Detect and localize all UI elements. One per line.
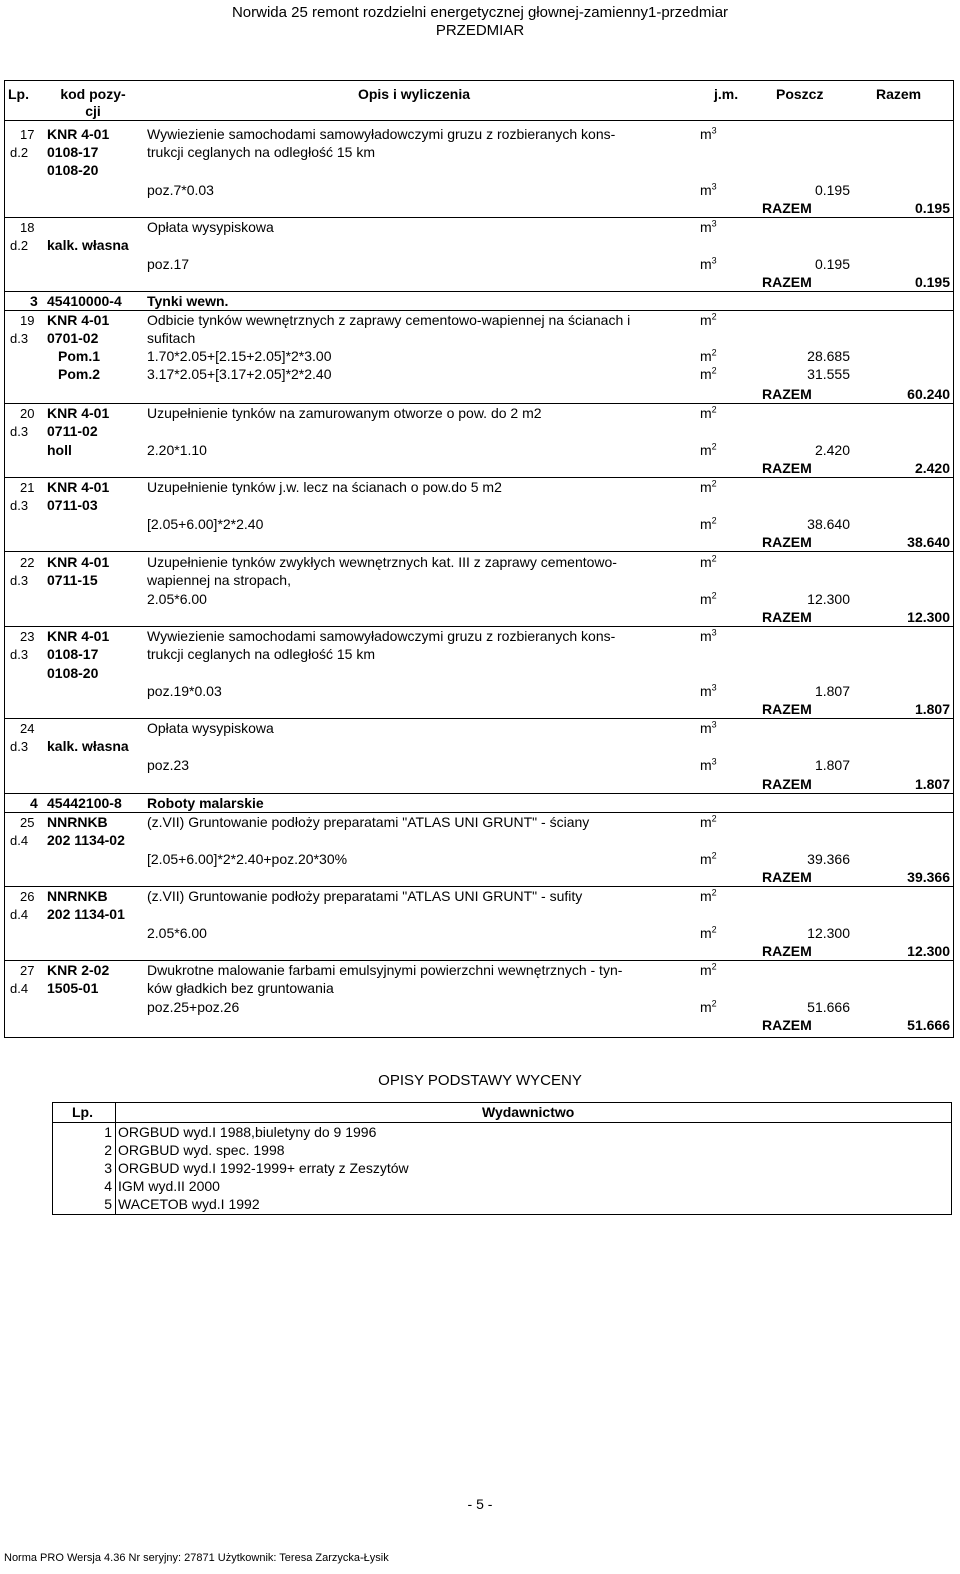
item-lp: 17 bbox=[20, 127, 35, 142]
item-code: 0108-17 bbox=[47, 144, 99, 160]
item-code: KNR 4-01 bbox=[47, 312, 110, 328]
bases-lp: 1 bbox=[104, 1124, 112, 1140]
item-lp: 19 bbox=[20, 313, 35, 328]
item-unit: $m^3$ bbox=[700, 682, 717, 699]
item-unit: $m^2$ bbox=[700, 590, 717, 607]
item-sub: d.3 bbox=[10, 739, 29, 754]
item-code: NNRNKB bbox=[47, 888, 108, 904]
item-unit: $m^2$ bbox=[700, 887, 717, 904]
item-code: 0711-02 bbox=[47, 423, 98, 439]
item-code: 202 1134-01 bbox=[47, 906, 125, 922]
item-razem: 0.195 bbox=[914, 200, 950, 216]
item-code: 0711-03 bbox=[47, 497, 98, 513]
item-sub: d.3 bbox=[10, 424, 29, 439]
item-razem: 12.300 bbox=[907, 609, 950, 625]
item-description: ków gładkich bez gruntowania bbox=[147, 980, 334, 996]
item-poszcz: 28.685 bbox=[807, 348, 850, 364]
item-description: Opłata wysypiskowa bbox=[147, 720, 274, 736]
bases-name: ORGBUD wyd.I 1988,biuletyny do 9 1996 bbox=[118, 1124, 377, 1140]
item-poszcz: 51.666 bbox=[807, 999, 850, 1015]
item-unit: $m^3$ bbox=[700, 125, 717, 142]
item-room: Pom.2 bbox=[58, 366, 101, 382]
page-number: - 5 - bbox=[467, 1496, 493, 1512]
item-description: Opłata wysypiskowa bbox=[147, 219, 274, 235]
item-description: wapiennej na stropach, bbox=[147, 572, 291, 588]
item-razem: 2.420 bbox=[914, 460, 950, 476]
item-poszcz: 1.807 bbox=[814, 683, 850, 699]
item-sub: d.4 bbox=[10, 833, 29, 848]
item-razem: 1.807 bbox=[914, 776, 950, 792]
bases-name: WACETOB wyd.I 1992 bbox=[118, 1196, 260, 1212]
item-unit: $m^2$ bbox=[700, 441, 717, 458]
document-subtitle: PRZEDMIAR bbox=[435, 22, 525, 39]
item-unit: $m^2$ bbox=[700, 347, 717, 364]
item-unit: $m^2$ bbox=[700, 961, 717, 978]
item-description: Wywiezienie samochodami samowyładowczymi gruzu z rozbieranych kons- bbox=[147, 628, 616, 644]
bases-name: ORGBUD wyd.I 1992-1999+ erraty z Zeszytów bbox=[118, 1160, 409, 1176]
bases-name: IGM wyd.II 2000 bbox=[118, 1178, 220, 1194]
item-razem: 60.240 bbox=[907, 386, 950, 402]
item-calc: poz.25+poz.26 bbox=[147, 999, 240, 1015]
item-code: 0711-15 bbox=[47, 572, 98, 588]
item-sub: d.3 bbox=[10, 647, 29, 662]
item-poszcz: 39.366 bbox=[807, 851, 850, 867]
section-title: Tynki wewn. bbox=[147, 293, 229, 309]
item-unit: $m^2$ bbox=[700, 311, 717, 328]
bases-col-publisher: Wydawnictwo bbox=[482, 1104, 575, 1120]
bases-lp: 2 bbox=[104, 1142, 112, 1158]
item-razem: 12.300 bbox=[907, 943, 950, 959]
item-calc: 2.20*1.10 bbox=[147, 442, 207, 458]
item-lp: 21 bbox=[20, 480, 35, 495]
bases-lp: 4 bbox=[104, 1178, 112, 1194]
item-unit: $m^2$ bbox=[700, 515, 717, 532]
item-poszcz: 0.195 bbox=[814, 182, 850, 198]
item-code: 0108-17 bbox=[47, 646, 99, 662]
item-calc: poz.7*0.03 bbox=[147, 182, 214, 198]
section-title: Roboty malarskie bbox=[147, 795, 264, 811]
item-poszcz: 12.300 bbox=[807, 591, 850, 607]
razem-label: RAZEM bbox=[762, 534, 812, 550]
section-code: 45442100-8 bbox=[47, 795, 122, 811]
item-lp: 25 bbox=[20, 815, 35, 830]
item-lp: 27 bbox=[20, 963, 35, 978]
item-unit: $m^2$ bbox=[700, 404, 717, 421]
item-calc: 2.05*6.00 bbox=[147, 925, 207, 941]
item-calc: [2.05+6.00]*2*2.40+poz.20*30% bbox=[147, 851, 348, 867]
item-unit: $m^3$ bbox=[700, 719, 717, 736]
item-unit: $m^2$ bbox=[700, 998, 717, 1015]
col-header-lp: Lp. bbox=[8, 86, 29, 102]
item-unit: $m^3$ bbox=[700, 627, 717, 644]
item-lp: 23 bbox=[20, 629, 35, 644]
item-code: kalk. własna bbox=[47, 738, 129, 754]
item-description: Uzupełnienie tynków j.w. lecz na ścianach o pow.do 5 m2 bbox=[147, 479, 502, 495]
item-code: 1505-01 bbox=[47, 980, 99, 996]
item-code: KNR 4-01 bbox=[47, 479, 110, 495]
razem-label: RAZEM bbox=[762, 609, 812, 625]
item-sub: d.3 bbox=[10, 573, 29, 588]
item-code: KNR 2-02 bbox=[47, 962, 110, 978]
bases-lp: 5 bbox=[104, 1196, 112, 1212]
footer-text: Norma PRO Wersja 4.36 Nr seryjny: 27871 Użytkownik: Teresa Zarzycka-Łysik bbox=[4, 1552, 389, 1564]
item-unit: $m^2$ bbox=[700, 813, 717, 830]
item-calc: poz.17 bbox=[147, 256, 190, 272]
col-header-razem: Razem bbox=[876, 86, 922, 102]
item-code: 0108-20 bbox=[47, 665, 99, 681]
item-code: 202 1134-02 bbox=[47, 832, 125, 848]
item-description: Dwukrotne malowanie farbami emulsyjnymi powierzchni wewnętrznych - tyn- bbox=[147, 962, 623, 978]
item-code: NNRNKB bbox=[47, 814, 108, 830]
col-header-kod: kod pozy- cji bbox=[60, 86, 126, 119]
item-unit: $m^2$ bbox=[700, 553, 717, 570]
item-poszcz: 1.807 bbox=[814, 757, 850, 773]
item-calc: poz.23 bbox=[147, 757, 190, 773]
item-unit: $m^2$ bbox=[700, 924, 717, 941]
item-poszcz: 12.300 bbox=[807, 925, 850, 941]
item-sub: d.3 bbox=[10, 331, 29, 346]
item-room: Pom.1 bbox=[58, 348, 101, 364]
item-unit: $m^3$ bbox=[700, 218, 717, 235]
item-description: sufitach bbox=[147, 330, 196, 346]
col-header-poszcz: Poszcz bbox=[776, 86, 824, 102]
item-description: Wywiezienie samochodami samowyładowczymi gruzu z rozbieranych kons- bbox=[147, 126, 616, 142]
item-room: holl bbox=[47, 442, 72, 458]
item-description: (z.VII) Gruntowanie podłoży preparatami "ATLAS UNI GRUNT" - ściany bbox=[147, 814, 590, 830]
item-lp: 22 bbox=[20, 555, 35, 570]
item-lp: 18 bbox=[20, 220, 35, 235]
razem-label: RAZEM bbox=[762, 869, 812, 885]
item-sub: d.3 bbox=[10, 498, 29, 513]
razem-label: RAZEM bbox=[762, 943, 812, 959]
item-code: KNR 4-01 bbox=[47, 405, 110, 421]
item-calc: 3.17*2.05+[3.17+2.05]*2*2.40 bbox=[147, 366, 332, 382]
bases-col-lp: Lp. bbox=[72, 1104, 93, 1120]
item-code: KNR 4-01 bbox=[47, 554, 110, 570]
item-razem: 1.807 bbox=[914, 701, 950, 717]
razem-label: RAZEM bbox=[762, 460, 812, 476]
item-unit: $m^3$ bbox=[700, 255, 717, 272]
item-poszcz: 31.555 bbox=[807, 366, 850, 382]
col-header-opis: Opis i wyliczenia bbox=[357, 86, 471, 102]
item-description: trukcji ceglanych na odległość 15 km bbox=[147, 646, 376, 662]
item-description: trukcji ceglanych na odległość 15 km bbox=[147, 144, 376, 160]
item-calc: poz.19*0.03 bbox=[147, 683, 222, 699]
item-sub: d.2 bbox=[10, 238, 29, 253]
item-calc: 2.05*6.00 bbox=[147, 591, 207, 607]
bases-name: ORGBUD wyd. spec. 1998 bbox=[118, 1142, 285, 1158]
item-unit: $m^2$ bbox=[700, 850, 717, 867]
item-code: kalk. własna bbox=[47, 237, 129, 253]
bases-title: OPISY PODSTAWY WYCENY bbox=[378, 1072, 582, 1089]
item-calc: 1.70*2.05+[2.15+2.05]*2*3.00 bbox=[147, 348, 332, 364]
document-title: Norwida 25 remont rozdzielni energetycznej głownej-zamienny1-przedmiar bbox=[231, 4, 729, 21]
item-sub: d.4 bbox=[10, 981, 29, 996]
item-code: 0701-02 bbox=[47, 330, 99, 346]
item-unit: $m^3$ bbox=[700, 756, 717, 773]
item-poszcz: 2.420 bbox=[814, 442, 850, 458]
item-code: 0108-20 bbox=[47, 162, 99, 178]
item-code: KNR 4-01 bbox=[47, 628, 110, 644]
item-description: Odbicie tynków wewnętrznych z zaprawy cementowo-wapiennej na ścianach i bbox=[147, 312, 631, 328]
section-lp: 3 bbox=[30, 293, 38, 309]
item-poszcz: 38.640 bbox=[807, 516, 850, 532]
item-lp: 26 bbox=[20, 889, 35, 904]
razem-label: RAZEM bbox=[762, 1017, 812, 1033]
razem-label: RAZEM bbox=[762, 274, 812, 290]
item-sub: d.2 bbox=[10, 145, 29, 160]
bases-lp: 3 bbox=[104, 1160, 112, 1176]
item-poszcz: 0.195 bbox=[814, 256, 850, 272]
item-description: Uzupełnienie tynków zwykłych wewnętrznych kat. III z zaprawy cementowo- bbox=[147, 554, 617, 570]
item-unit: $m^2$ bbox=[700, 478, 717, 495]
item-description: (z.VII) Gruntowanie podłoży preparatami "ATLAS UNI GRUNT" - sufity bbox=[147, 888, 583, 904]
item-calc: [2.05+6.00]*2*2.40 bbox=[147, 516, 264, 532]
item-unit: $m^2$ bbox=[700, 365, 717, 382]
item-razem: 39.366 bbox=[907, 869, 950, 885]
item-unit: $m^3$ bbox=[700, 181, 717, 198]
item-code: KNR 4-01 bbox=[47, 126, 110, 142]
header-divider bbox=[4, 120, 954, 121]
item-lp: 20 bbox=[20, 406, 35, 421]
col-header-jm: j.m. bbox=[714, 86, 739, 102]
item-razem: 51.666 bbox=[907, 1017, 950, 1033]
item-lp: 24 bbox=[20, 721, 35, 736]
section-lp: 4 bbox=[30, 795, 38, 811]
item-sub: d.4 bbox=[10, 907, 29, 922]
item-razem: 0.195 bbox=[914, 274, 950, 290]
razem-label: RAZEM bbox=[762, 200, 812, 216]
section-code: 45410000-4 bbox=[47, 293, 122, 309]
razem-label: RAZEM bbox=[762, 776, 812, 792]
razem-label: RAZEM bbox=[762, 386, 812, 402]
item-razem: 38.640 bbox=[907, 534, 950, 550]
razem-label: RAZEM bbox=[762, 701, 812, 717]
item-description: Uzupełnienie tynków na zamurowanym otworze o pow. do 2 m2 bbox=[147, 405, 542, 421]
